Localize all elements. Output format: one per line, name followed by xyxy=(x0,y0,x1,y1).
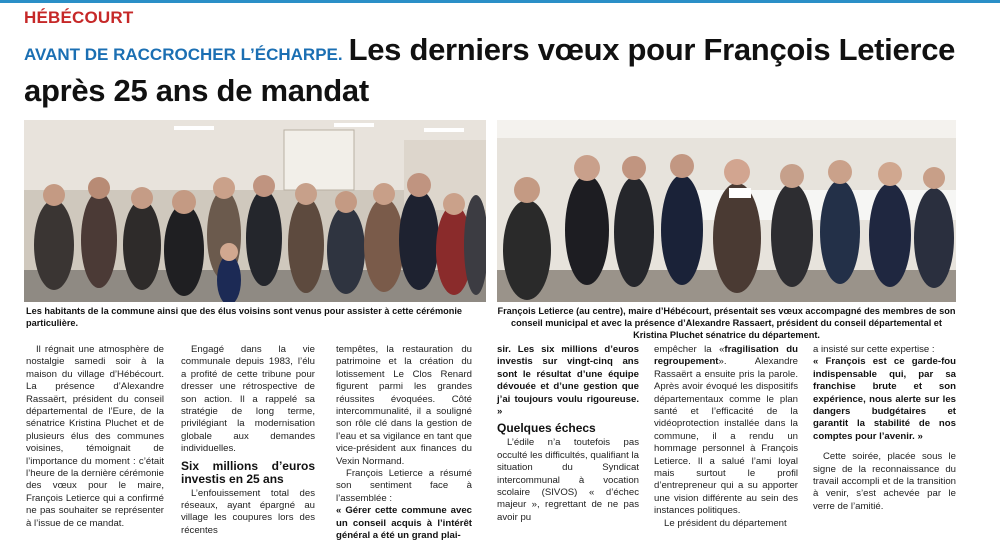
subheading: Quelques échecs xyxy=(497,421,596,436)
article-title: Les derniers vœux pour François Letierce après 25 ans de mandat xyxy=(24,32,956,108)
subheading: Six millions d’euros investis en 25 ans xyxy=(181,458,315,486)
top-accent-bar xyxy=(0,0,1000,3)
photo-caption-left: Les habitants de la commune ainsi que des élus voisins sont venus pour assister à cette cérémonie particulière. xyxy=(26,306,463,328)
paragraph xyxy=(654,344,798,518)
kicker: AVANT DE RACCROCHER L’ÉCHARPE. xyxy=(24,45,343,64)
section-rubric: HÉBÉCOURT xyxy=(24,8,134,27)
photo-crowd xyxy=(24,120,486,302)
text-fragment: ». Alexandre Rassaërt a ensuite pris la parole. Après avoir évoqué les dispositifs départementaux comme le plan santé et l’efficacité de la vidéoprotection installée dans la commune, il a rendu un hommage personnel à François Letierce. Il a salué l’ami loyal mais surtout le profil d’entrepreneur qui a su apporter une vision différente au sein des instances politiques. xyxy=(654,356,798,517)
paragraph: François Letierce a résumé son sentiment face à l’assemblée : xyxy=(336,468,472,504)
photo-crowd-image xyxy=(24,120,486,302)
article-column-4 xyxy=(497,344,639,524)
paragraph: Engagé dans la vie communale depuis 1983, l’élu a profité de cette tribune pour dresser une rétrospective de son action. Il a rappelé sa stratégie de long terme, privilégiant la modernisation globale aux demandes individuelles. xyxy=(181,344,315,455)
paragraph: Il régnait une atmosphère de nostalgie samedi soir à la maison du village d’Hébécourt. La présence d’Alexandre Rassaërt, président du conseil départemental de l’Eure, de la sénatrice Kristina Pluchet et de plusieurs élus des communes voisines, témoignait de l’importance du moment : c’était l’heure de la dernière cérémonie des vœux pour le maire, François Letierce qui a confirmé ne pas souhaiter se représenter à l’issue de ce mandat. xyxy=(26,344,164,529)
bold-fragment: fragilisation du regroupement xyxy=(654,344,798,368)
photo-officials xyxy=(497,120,956,302)
paragraph: L’enfouissement total des réseaux, ayant épargné au village les coupures lors des récentes xyxy=(181,487,315,536)
quote: « François est ce garde-fou indispensable qui, par sa franchise brute et son expérience, nous alerte sur les dangers budgétaires et garantit la stabilité de nos comptes pour l’avenir. » xyxy=(813,356,956,442)
article-column-6 xyxy=(813,344,956,513)
quote: « Gérer cette commune avec un conseil acquis à l’intérêt général a été un grand plai- xyxy=(336,505,472,542)
article-column-1 xyxy=(26,344,164,530)
paragraph: Le président du département xyxy=(664,517,787,529)
photo-officials-image xyxy=(497,120,956,302)
article-column-3 xyxy=(336,344,472,543)
paragraph: a insisté sur cette expertise : xyxy=(813,344,935,355)
headline xyxy=(24,32,984,114)
photo-caption-right: François Letierce (au centre), maire d’Hébécourt, présentait ses vœux accompagné des membres de son conseil municipal et avec la présence d’Alexandre Rassaert, président du conseil départemental et Kristina Pluchet sénatrice du département. xyxy=(497,306,956,340)
paragraph: Cette soirée, placée sous le signe de la reconnaissance du travail accompli et de la transition à venir, s’est achevée par le verre de l’amitié. xyxy=(813,451,956,512)
text-fragment: empêcher la « xyxy=(654,344,725,355)
paragraph: tempêtes, la restauration du patrimoine et la création du lotissement Le Clos Renard figurent parmi les grandes réussites évoquées. Côté intercommunalité, il a souligné son rôle clé dans la gestion de l’eau et sa vigilance en tant que vice-président aux finances du Vexin Normand. xyxy=(336,344,472,467)
article-column-2 xyxy=(181,344,315,537)
paragraph: L’édile n’a toutefois pas occulté les difficultés, qualifiant la situation du Syndicat intercommunal à vocation scolaire (SIVOS) « d’échec majeur », regrettant de ne pas avoir pu xyxy=(497,437,639,523)
quote: sir. Les six millions d’euros investis sur vingt-cinq ans sont le résultat d’une équipe dévouée et d’une gestion que j’ai toujours voulu rigoureuse. » xyxy=(497,344,639,418)
article-column-5 xyxy=(654,344,798,530)
